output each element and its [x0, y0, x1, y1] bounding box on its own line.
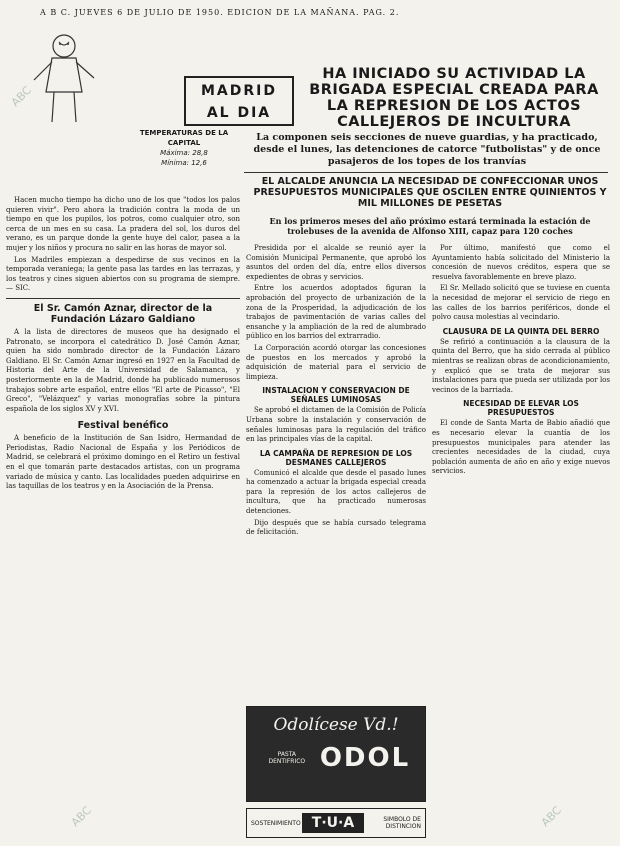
paragraph: Presidida por el alcalde se reunió ayer la Comisión Municipal Permanente, que aprobó los asuntos del orden del día, entre ellos diversos expedientes de obras y servicios.: [246, 244, 426, 281]
divider: [6, 298, 240, 299]
paragraph: Dijo después que se había cursado telegrama de felicitación.: [246, 518, 426, 537]
right-column: [432, 244, 610, 479]
paragraph: Por último, manifestó que como el Ayuntamiento había solicitado del Ministerio la concesión de nuevos créditos, espera que se resuelva favorablemente en breve plazo.: [432, 244, 610, 281]
article-text: [432, 419, 610, 477]
paragraph: El Sr. Mellado solicitó que se tuviese en cuenta la necesidad de mejorar el servicio de riego en las calles de los barrios periféricos, donde el polvo causa molestias al vecindario.: [432, 284, 610, 322]
left-column: [6, 196, 240, 494]
paragraph: Comunicó el alcalde que desde el pasado lunes ha comenzado a actuar la brigada especial creada para la represión de los actos callejeros de incultura, que ha practicado numerosas detenciones.: [246, 468, 426, 516]
divider: [244, 172, 608, 173]
section-title: NECESIDAD DE ELEVAR LOS PRESUPUESTOS: [463, 399, 579, 418]
section-title: EL ALCALDE ANUNCIA LA NECESIDAD DE CONFECCIONAR UNOS PRESUPUESTOS MUNICIPALES QUE OSCILEN ENTRE QUINIENTOS Y MIL MILLONES DE PESETAS: [253, 176, 607, 209]
paragraph: Se aprobó el dictamen de la Comisión de Policía Urbana sobre la instalación y conservación de señales luminosas para la regulación del tráfico en las principales vías de la capital.: [246, 406, 426, 444]
paragraph: La Corporación acordó otorgar las concesiones de puestos en los mercados y aprobó la adquisición de material para el servicio de limpieza.: [246, 343, 426, 381]
article-text: [6, 434, 240, 492]
masthead-line1: MADRID: [201, 83, 277, 99]
article-text: [6, 196, 240, 294]
section-title: LA CAMPAÑA DE REPRESION DE LOS DESMANES CALLEJEROS: [259, 448, 413, 467]
paragraph: El conde de Santa Marta de Babio añadió que es necesario elevar la cuantía de los presupuestos municipales para atender las crecientes necesidades de la ciudad, cuya población aumenta de año en año y exige nuevos servicios.: [432, 419, 610, 476]
section-subtitle: En los primeros meses del año próximo estará terminada la estación de trolebuses de la avenida de Alfonso XIII, capaz para 120 coches: [269, 216, 591, 236]
temperatures-title: TEMPERATURAS DE LA CAPITAL: [139, 129, 229, 147]
cartoon-illustration: [4, 22, 119, 132]
ad-slogan: Odolícese Vd.!: [273, 715, 399, 735]
paragraph: Entre los acuerdos adoptados figuran la aprobación del proyecto de urbanización de la zona de la Prosperidad, la adjudicación de los trabajos de pavimentación de varias calles del ensanche y la ampliación de la red de alumbrado público en los barrios del extrarradio.: [246, 284, 426, 341]
paragraph: A la lista de directores de museos que ha designado el Patronato, se incorpora el catedrático D. José Camón Aznar, quien ha sido nombrado director de la Fundación Lázaro Galdiano. El Sr. Camón Aznar ingresó en 1927 en la Facultad de Historia del Arte de la Universidad de Salamanca, y posteriormente en la de Madrid, donde ha publicado numerosos trabajos sobre arte español, entre ellos "El arte de Picasso", "El Greco", "Velázquez" y varias monografías sobre la pintura española de los siglos XV y XVI.: [6, 327, 240, 413]
odol-advertisement: [246, 706, 426, 802]
temperatures-box: [132, 128, 236, 168]
ad-brand: ODOL: [319, 743, 411, 773]
ad-label: SOSTENIMIENTO: [251, 819, 301, 827]
main-subheadline: La componen seis secciones de nueve guardias, y ha practicado, desde el lunes, las detenciones de catorce "futbolistas" y de once pasajeros de los topes de los tranvías: [253, 132, 601, 167]
tua-advertisement: [246, 808, 426, 838]
ad-label: PASTA DENTIFRICO: [268, 751, 306, 765]
article-text: [246, 244, 426, 382]
section-title: INSTALACION Y CONSERVACION DE SEÑALES LUMINOSAS: [262, 386, 410, 405]
temperature-max: Máxima: 28,8: [160, 149, 208, 157]
article-text: [246, 469, 426, 538]
paragraph: A beneficio de la Institución de San Isidro, Hermandad de Periodistas, Radio Nacional de España y los Periódicos de Madrid, se celebrará el próximo domingo en el Retiro un festival en el que tomarán parte destacados artistas, con un programa variado de música y canto. Las localidades pueden adquirirse en las taquillas de los teatros y en la Asociación de la Prensa.: [6, 434, 240, 491]
watermark: ABC: [538, 803, 564, 830]
section-title: Festival benéfico: [77, 420, 169, 432]
running-head: A B C. JUEVES 6 DE JULIO DE 1950. EDICION DE LA MAÑANA. PAG. 2.: [40, 8, 400, 17]
main-headline: HA INICIADO SU ACTIVIDAD LA BRIGADA ESPECIAL CREADA PARA LA REPRESION DE LOS ACTOS CALLEJEROS DE INCULTURA: [309, 66, 599, 130]
watermark: ABC: [8, 83, 34, 110]
article-text: [432, 244, 610, 323]
article-text: [6, 328, 240, 414]
section-title: CLAUSURA DE LA QUINTA DEL BERRO: [442, 326, 600, 336]
paragraph: Hacen mucho tiempo ha dicho uno de los que "todos los palos quieren vivir". Pero ahora la tradición contra la moda de un tiempo en que los pupilos, los potros, como cualquier otro, son cerca de un mes en su casa. La pradera del sol, los duros del verano, es un parque donde la gente huye del calor, pasea a la mujer y los niños y procura no salir en las horas de mayor sol.: [6, 196, 240, 252]
masthead-line2: AL DIA: [206, 105, 272, 121]
section-title: El Sr. Camón Aznar, director de la Fundación Lázaro Galdiano: [33, 302, 213, 325]
temperature-min: Mínima: 12,6: [161, 159, 207, 167]
ad-label: SIMBOLO DE DISTINCION: [383, 816, 421, 830]
paragraph: Los Madriles empiezan a despedirse de sus vecinos en la temporada veraniega; la gente pasa las tardes en las terrazas, y los teatros y cines siguen abiertos con su programa de siempre. — SIC.: [6, 255, 240, 293]
watermark: ABC: [68, 803, 94, 830]
ad-brand: T·U·A: [302, 813, 364, 833]
middle-column: [246, 244, 426, 540]
article-text: [246, 406, 426, 444]
masthead-madrid-al-dia: [184, 76, 294, 126]
article-text: [432, 338, 610, 396]
paragraph: Se refirió a continuación a la clausura de la quinta del Berro, que ha sido cerrada al público mientras se realizan obras de acondicionamiento, y explicó que se trata de mejorar sus instalaciones para que pueda ser utilizada por los vecinos de la barriada.: [432, 337, 610, 394]
